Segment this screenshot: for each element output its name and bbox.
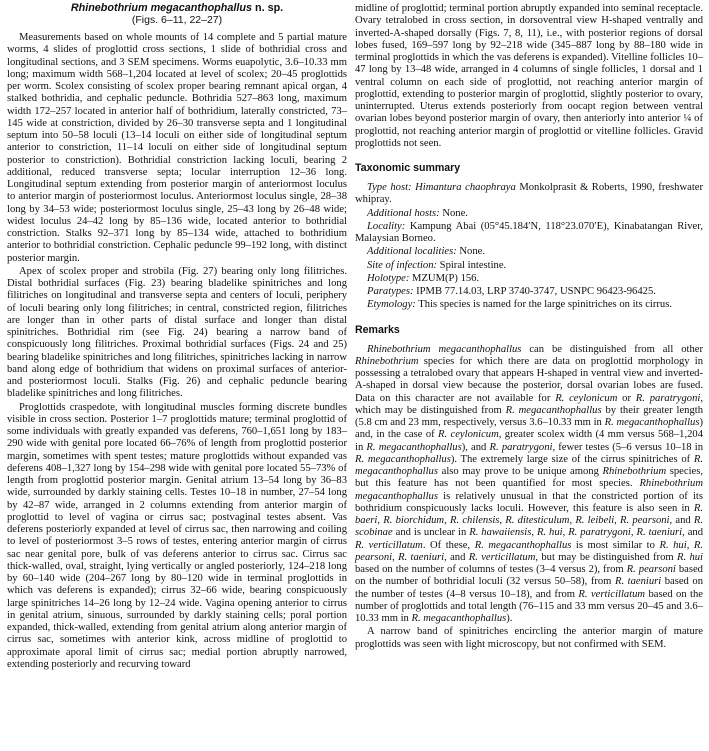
italic-text: R. megacanthophallus (474, 539, 572, 551)
summary-entry (355, 208, 703, 220)
figure-references: (Figs. 6–11, 22–27) (131, 14, 223, 26)
text-segment: based on the number of columns of testes (3–4 versus 2), from (355, 564, 627, 575)
italic-text: R. biorchidum (383, 515, 445, 526)
italic-text: Additional hosts: (367, 207, 440, 219)
italic-text: R. paratrygoni (489, 441, 553, 453)
italic-text: R. taeniuri (614, 576, 662, 588)
italic-text: R. verticillatum (578, 588, 646, 600)
taxonomic-summary-heading: Taxonomic summary (355, 162, 461, 174)
italic-text: R. leibeli (575, 515, 615, 526)
text-segment: A narrow band of spinitriches encircling the anterior margin of mature proglottids was seen with light microscopy, but not confirmed with SEM. (355, 626, 703, 650)
italic-text: Additional localities: (367, 246, 457, 258)
text-segment: Measurements based on whole mounts of 14 complete and 5 partial mature worms, 4 slides of proglottid cross sections, 1 slide of bothridial cross and longitudinal sections, and 3 SEM specimens. Worms euapolytic, 3.6–10.33 mm long; maximum width 568–1,204 located at level of scolex; 20–45 proglottids per worm. Scolex consisting of scolex proper bearing remnant apical organ, 4 stalked bothridia, and cephalic peduncle. Bothridia 527–863 long, maximum width 172–257 located in anterior half of bothridium, laterally constricted, 73–145 wide at constriction, divided by 26–30 transverse septa and 1 longitudinal septum into 50–58 loculi (13–14 loculi on either side of longitudinal septum anterior to constriction, 11–14 loculi on either side of longitudinal septum posterior to constriction). Bothridial constriction lacking loculi, bearing 2 additional, reduced transverse septa; locular interruption 12–36 long. Longitudinal septum extending from posterior margin of anteriormost loculus to anterior margin of posteriormost loculus. Anteriormost loculus single, 28–38 long by 34–53 wide; posteriormost loculus single, 25–43 long by 26–48 wide; widest loculus 24–42 long by 85–136 wide, located anterior to bothridial constriction. Stalks 92–371 long by 85–134 wide, attached to bothridium anterior to bothridial constriction. Cephalic peduncle 99–192 long, with distinct posterior margin. (7, 32, 347, 264)
italic-text: R. megacanthophallus (505, 404, 602, 416)
text-segment: None. (456, 246, 485, 258)
italic-text: R. megacanthophallus (355, 453, 451, 465)
text-segment: based on the number of proglottids and total length (76–115 and 33 mm versus 20–45 and 3.6–10.33 mm in (355, 588, 703, 624)
text-segment: , and (669, 515, 694, 526)
italic-text: R. paratrygoni (568, 527, 631, 539)
italic-text: R. hawaiiensis (469, 527, 532, 539)
text-segment: , (392, 551, 399, 563)
text-segment: , (569, 515, 576, 526)
text-segment: based on the number of bothridial loculi (32 versus 50–58), from (355, 564, 703, 588)
italic-text: R. paratrygoni (635, 392, 701, 404)
text-segment: , and (444, 551, 469, 563)
text-segment: and is unclear in (392, 527, 470, 539)
new-species-label: n. sp. (251, 2, 284, 14)
species-title (7, 2, 347, 14)
italic-text: R. megacanthophallus (411, 613, 507, 624)
italic-text: R. scobinae (355, 515, 704, 539)
italic-text: R. chilensis (449, 515, 500, 526)
italic-text: R. pearsoni (620, 515, 670, 526)
italic-text: Holotype: (367, 272, 410, 284)
text-segment: , (444, 515, 450, 526)
italic-text: Locality: (367, 220, 406, 232)
text-segment: , but may be distinguished from (535, 551, 677, 563)
summary-entry (355, 286, 703, 298)
summary-entry (355, 246, 703, 258)
paragraph (355, 344, 703, 626)
species-name: Rhinebothrium megacanthophallus (70, 2, 252, 14)
paragraph (7, 266, 347, 401)
text-segment: , (499, 515, 506, 526)
text-segment: Apex of scolex proper and strobila (Fig. 27) bearing only long filitriches. Distal bothridial surfaces (Fig. 23) bearing bladelike spinitriches and long filitriches on longitudinal and transverse septa and centers of loculi, periphery of loculi bearing only long filitriches; in central, constricted region, filitriches are longer than in other parts of distal surface and longer than distal spinitriches. Bothridial rim (see Fig. 24) bearing a narrow band of conspicuously long filitriches. Proximal bothridial surfaces (Figs. 24 and 25) bearing bladelike spinitriches and long filitriches, spinitriches lacking in narrow band along edge of bothridium that widens on proximal surfaces of anterior- and posteriormost loculi. Stalks (Fig. 26) and cephalic peduncle bearing bladelike spinitriches and long filitriches. (7, 265, 347, 400)
italic-text: R. taeniuri (398, 551, 445, 563)
italic-text: Etymology: (367, 299, 416, 311)
text-segment: MZUM(P) 156. (409, 272, 480, 284)
italic-text: Paratypes: (367, 286, 414, 297)
text-segment: , (531, 527, 537, 539)
text-segment: can be distinguished from all other (521, 343, 703, 355)
text-segment: Proglottids craspedote, with longitudinal muscles forming discrete bundles visible in cross section. Posterior 1–7 proglottids mature; terminal proglottid of some individuals with greatly expanded vas deferens, 760–1,651 long by 183–290 wide with genital pore located 66–76% of length from proglottid posterior margin, sometimes with spent testes; mature proglottids without expanded vas deferens 408–1,327 long by 154–298 wide with genital pore located 55–73% of length from proglottid posterior margin. Genital atrium 13–54 long by 36–83 wide, surrounded by darkly staining cells. Testes 10–18 in number, 27–54 long by 42–87 wide, arranged in 2 columns extending from anterior margin of proglottid to level of vagina or cirrus sac; postvaginal testes absent. Vas deferens posteriorly expanded at level of cirrus sac, then narrowing and coiling to level of posteriormost 3–5 rows of testes, entering anterior margin of cirrus sac near genital pore, bulk of vas deferens anterior to cirrus sac. Cirrus sac thick-walled, oval, straight, lying vertically or angled posteriorly, 124–218 long by 60–140 wide (204–267 long by 80–120 wide in terminal proglottids in which vas deferens is expanded); cirrus 32–66 wide, bearing conspicuously large spinitriches 14–26 long by 12–24 wide. Vagina opening anterior to cirrus in genital atrium, sinuous, surrounded by darkly staining cells; poral portion expanded, thick-walled, extending from genital atrium along anterior margin of cirrus sac, sometimes with anterior kink, across midline of proglottid to approximate aporal limit of cirrus sac; medial portion abruptly narrowed, extending posteriorly and recurving toward (7, 401, 347, 670)
text-segment: is relatively unusual in that the constricted portion of its bothridium conspicuously lacks loculi. However, this feature is also seen in (355, 490, 703, 514)
text-segment: species, but this feature has not been quantified for most species. (355, 466, 703, 490)
text-segment: Spiral intestine. (437, 259, 507, 271)
paragraph (355, 626, 703, 651)
paragraph (355, 3, 703, 150)
italic-text: Type host: Himantura chaophraya (367, 182, 516, 193)
summary-entry (355, 182, 703, 207)
description-continuation (355, 3, 703, 150)
text-segment: , fewer testes (5–6 versus 10–18 in (552, 441, 704, 453)
summary-entry (355, 299, 703, 311)
text-segment: , (614, 515, 621, 526)
italic-text: R. ditesticulum (505, 515, 570, 526)
italic-text: R. megacanthophallus (604, 417, 700, 428)
text-segment: None. (439, 207, 468, 219)
italic-text: Rhinebothrium megacanthophallus (355, 478, 703, 502)
italic-text: R. ceylonicum (438, 429, 499, 441)
italic-text: R. hui (659, 539, 687, 551)
italic-text: Rhinebothrium (355, 355, 419, 367)
text-segment: , (630, 527, 637, 539)
text-segment: or (617, 392, 636, 404)
text-segment: based on the number of testes (4–8 versus 10–18), and from (355, 576, 703, 600)
italic-text: R. pearsoni (355, 539, 704, 563)
text-segment: ). The extremely large size of the cirrus spinitriches of (450, 453, 694, 465)
italic-text: R. megacanthophallus (366, 441, 462, 453)
italic-text: R. hui (676, 551, 703, 563)
text-segment: also may prove to be unique among (437, 466, 603, 477)
paragraph (7, 32, 347, 265)
summary-entry (355, 221, 703, 246)
text-segment: IPMB 77.14.03, LRP 3740-3747, USNPC 96423-96425. (413, 286, 656, 297)
text-segment: . Of these, (422, 539, 475, 551)
italic-text: R. hui (536, 527, 563, 539)
text-segment: , and (682, 527, 704, 539)
left-column (7, 0, 347, 671)
text-segment: ), and (461, 441, 490, 453)
summary-entry (355, 273, 703, 285)
description-body (7, 32, 347, 671)
text-segment: by their greater length (5.8 cm and 23 mm, respectively, versus 3.6–10.33 mm in (355, 404, 704, 428)
text-segment: , (562, 527, 569, 539)
text-segment: This species is named for the large spinitriches on its cirrus. (415, 299, 673, 311)
text-segment: , (377, 515, 384, 526)
italic-text: R. pearsoni (626, 564, 676, 575)
text-segment: , which may be distinguished from (355, 392, 703, 416)
text-segment: Monkolprasit & Roberts, 1990, freshwater whipray. (355, 182, 703, 206)
italic-text: Site of infection: (367, 259, 438, 271)
summary-entry (355, 260, 703, 272)
text-segment: ) and, in the case of (355, 417, 703, 441)
text-segment: Kampung Abai (05°45.184′N, 118°23.070′E), Kinabatangan River, Malaysian Borneo. (355, 220, 703, 244)
text-segment: , greater scolex width (4 mm versus 568–1,204 in (355, 429, 703, 453)
text-segment: is most similar to (571, 539, 660, 551)
text-segment: , (686, 539, 694, 551)
italic-text: R. taeniuri (636, 527, 683, 539)
italic-text: R. verticillatum (355, 539, 423, 551)
text-segment: midline of proglottid; terminal portion abruptly expanded into seminal receptacle. Ovary tetralobed in cross section, in dorsoventral view H-shaped ventrally and inverted-A-shaped dorsally (Figs. 7, 8, 11), i.e., with posterior regions of dorsal lobes fused, 169–597 long by 92–218 wide (345–887 long by 88–180 wide in terminal proglottids in which the vas deferens is expanded). Vitelline follicles 10–47 long by 13–48 wide, arranged in 4 columns of single follicles, 1 dorsal and 1 ventral column on each side of proglottid, not reaching anterior margin of proglottid, extending to posterior margin of proglottid, slightly posterior to ovary, uninterrupted. Uterus extends posteriorly from oocapt region between ventral ovarian lobes beyond posterior margin of ovary, then anteriorly into anterior ¼ of proglottid, not reaching anterior margin of proglottid or vitelline follicles. Gravid proglottids not seen. (355, 3, 703, 149)
remarks-heading: Remarks (355, 323, 400, 336)
italic-text: R. megacanthophallus (355, 453, 704, 477)
taxonomic-summary (355, 182, 703, 312)
paragraph (7, 402, 347, 672)
italic-text: R. ceylonicum (555, 392, 618, 404)
remarks-body (355, 344, 703, 651)
italic-text: R. verticillatum (468, 551, 536, 563)
text-segment: ). (506, 613, 513, 624)
italic-text: R. baeri (355, 502, 703, 526)
italic-text: Rhinebothrium (602, 466, 667, 477)
right-column (355, 0, 703, 651)
italic-text: Rhinebothrium megacanthophallus (367, 343, 522, 355)
text-segment: species for which there are data on proglottid morphology in possessing a tetralobed ovary that appears H-shaped in ventral view and inverted-A-shaped in dorsal view because the posterior, dorsal ovarian lobes are fused. Data on this character are not available for (355, 355, 703, 404)
